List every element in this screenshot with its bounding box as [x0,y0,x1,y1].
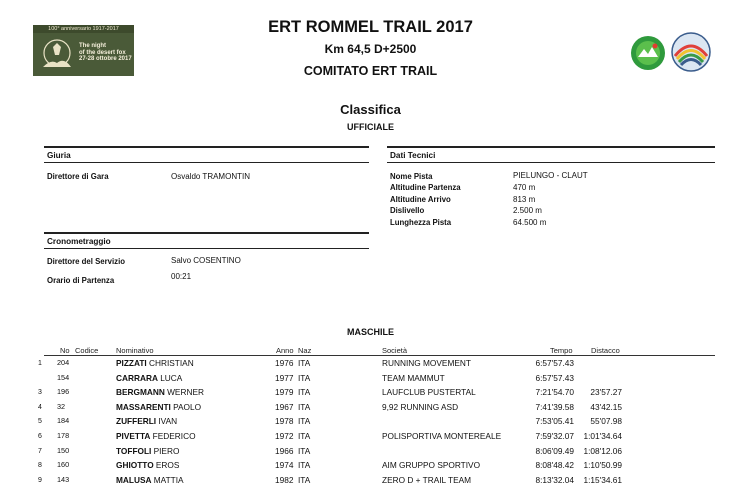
club-cell: TEAM MAMMUT [382,372,445,383]
section-divider [44,146,369,148]
csi-logo-icon [630,35,666,71]
gap-cell: 23'57.27 [590,387,622,398]
time-cell: 7:21'54.70 [535,387,574,398]
first-name: EROS [155,460,180,471]
rank-cell: 8 [38,462,42,470]
ranking-subtitle: UFFICIALE [347,122,394,132]
club-cell: 9,92 RUNNING ASD [382,401,459,412]
name-cell [116,402,201,412]
club-cell: AIM GRUPPO SPORTIVO [382,460,481,471]
logo-caption-line: The night [79,43,106,49]
bib-cell: 204 [57,358,70,367]
bib-cell: 154 [57,372,70,382]
logo-caption-line: of the desert fox [79,49,126,56]
tech-label: Altitudine Partenza [390,183,461,192]
nationality-cell: ITA [298,460,311,471]
tech-label: Dislivello [390,206,425,215]
bib-cell: 32 [57,401,66,411]
year-cell: 1977 [275,372,294,383]
committee-name: COMITATO ERT TRAIL [303,64,438,78]
col-header-nominativo: Nominativo [116,346,154,355]
surname: PIVETTA [116,431,151,441]
director-value: Osvaldo TRAMONTIN [171,172,250,181]
section-divider [44,248,369,249]
col-header-tempo: Tempo [550,346,573,355]
rank-cell: 1 [38,360,42,367]
rank-cell: 7 [38,447,42,455]
name-cell [116,373,182,383]
nationality-cell: ITA [298,431,311,441]
rank-cell: 5 [38,418,42,426]
time-cell: 7:53'05.41 [535,416,574,427]
first-name: MATTIA [153,474,184,485]
col-header-anno: Anno [276,346,294,355]
club-cell: ZERO D + TRAIL TEAM [382,474,472,485]
first-name: WERNER [167,387,204,398]
director-label: Direttore di Gara [47,172,109,181]
time-cell: 7:59'32.07 [535,431,574,441]
year-cell: 1976 [275,358,294,368]
name-cell [116,358,194,368]
gap-cell: 1:01'34.64 [583,431,622,441]
tech-value: PIELUNGO - CLAUT [513,171,588,180]
tech-value: 813 m [513,195,536,204]
year-cell: 1966 [275,445,294,456]
cronometraggio-title: Cronometraggio [47,237,111,246]
surname: PIZZATI [116,358,147,368]
year-cell: 1982 [275,474,294,485]
name-cell [116,431,196,441]
surname: GHIOTTO [116,460,154,471]
gap-cell: 1:08'12.06 [583,445,622,456]
tech-label: Lunghezza Pista [390,218,452,227]
table-row [0,387,741,402]
service-director-label: Direttore del Servizio [47,257,125,266]
bib-cell: 160 [57,460,70,470]
name-cell [116,416,177,426]
col-header-societa: Società [382,346,408,355]
year-cell: 1967 [275,401,294,412]
surname: BERGMANN [116,387,165,398]
surname: TOFFOLI [116,445,152,456]
club-cell: POLISPORTIVA MONTEREALE [382,431,502,441]
category-title: MASCHILE [347,327,394,337]
rank-cell: 3 [38,389,42,397]
nationality-cell: ITA [298,474,311,485]
first-name: CHRISTIAN [148,358,194,368]
table-header-divider [44,355,715,356]
nationality-cell: ITA [298,445,311,456]
race-distance: Km 64,5 D+2500 [324,42,417,56]
nationality-cell: ITA [298,358,311,368]
tech-label: Altitudine Arrivo [390,195,451,204]
nationality-cell: ITA [298,372,311,383]
tech-label: Nome Pista [390,172,433,181]
bib-cell: 150 [57,445,70,455]
col-header-no: No [60,346,70,355]
start-time-label: Orario di Partenza [47,276,115,285]
first-name: PAOLO [173,401,202,412]
giuria-title: Giuria [47,151,71,160]
table-row [0,446,741,461]
table-row [0,431,741,446]
table-row [0,402,741,417]
gap-cell: 1:15'34.61 [583,474,622,485]
bib-cell: 143 [57,474,70,484]
club-cell: LAUFCLUB PUSTERTAL [382,387,476,398]
tech-value: 470 m [513,183,536,192]
nationality-cell: ITA [298,387,311,398]
nationality-cell: ITA [298,401,311,412]
year-cell: 1972 [275,431,294,441]
sports-emblem-icon [671,32,711,72]
rank-cell: 6 [38,433,42,440]
surname: ZUFFERLI [116,416,157,427]
page-title: ERT ROMMEL TRAIL 2017 [268,18,473,36]
rank-cell: 9 [38,476,42,484]
time-cell: 6:57'57.43 [535,358,574,368]
section-divider [44,232,369,234]
year-cell: 1978 [275,416,294,427]
ranking-title: Classifica [340,102,401,117]
logo-caption-line: 27-28 ottobre 2017 [79,56,132,62]
section-divider [44,162,369,163]
col-header-naz: Naz [298,346,312,355]
surname: MASSARENTI [116,401,171,412]
logo-band-text: 100° anniversario 1917-2017 [33,25,134,33]
gap-cell: 1:10'50.99 [583,460,622,471]
name-cell [116,460,179,470]
bib-cell: 178 [57,431,70,440]
time-cell: 8:06'09.49 [535,445,574,456]
name-cell [116,446,179,456]
first-name: FEDERICO [152,431,196,441]
nationality-cell: ITA [298,416,311,427]
section-divider [387,146,715,148]
bib-cell: 196 [57,387,70,397]
time-cell: 7:41'39.58 [535,401,574,412]
service-director-value: Salvo COSENTINO [171,256,241,265]
first-name: IVAN [158,416,178,427]
rank-cell: 4 [38,403,42,411]
table-row [0,358,741,373]
gap-cell: 43'42.15 [590,401,622,412]
col-header-distacco: Distacco [591,346,620,355]
year-cell: 1979 [275,387,294,398]
time-cell: 8:08'48.42 [535,460,574,471]
year-cell: 1974 [275,460,294,471]
time-cell: 6:57'57.43 [535,372,574,383]
col-header-codice: Codice [75,346,99,355]
tech-value: 2.500 m [513,206,542,215]
table-row [0,460,741,475]
name-cell [116,387,204,397]
surname: CARRARA [116,372,158,383]
first-name: PIERO [153,445,180,456]
start-time-value: 00:21 [171,272,192,281]
name-cell [116,475,184,485]
tech-value: 64.500 m [513,218,547,227]
table-row [0,373,741,388]
section-divider [387,162,715,163]
first-name: LUCA [160,372,183,383]
table-row [0,416,741,431]
technical-data-title: Dati Tecnici [390,151,436,160]
bib-cell: 184 [57,416,70,426]
gap-cell: 55'07.98 [590,416,622,427]
time-cell: 8:13'32.04 [535,474,574,485]
surname: MALUSA [116,474,152,485]
table-row [0,475,741,490]
club-cell: RUNNING MOVEMENT [382,358,471,368]
